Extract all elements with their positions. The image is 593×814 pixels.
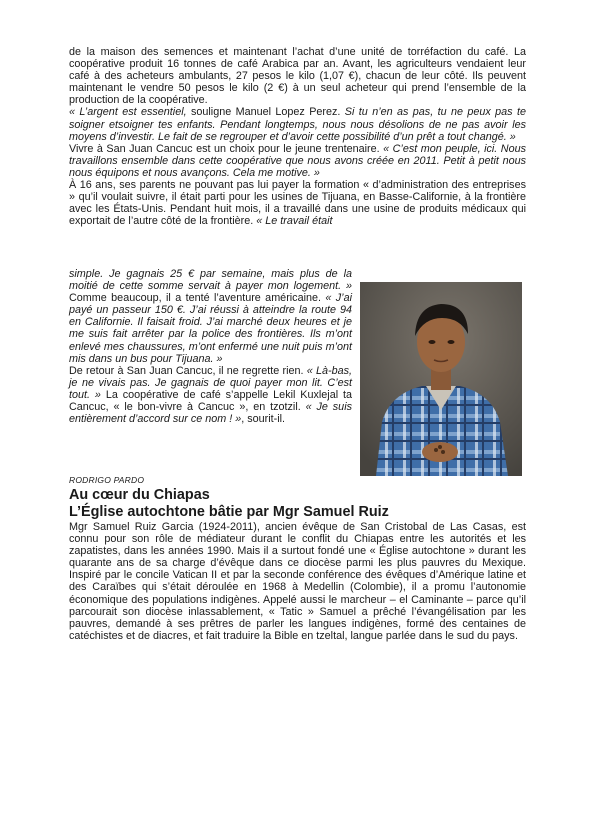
paragraph-tijuana: À 16 ans, ses parents ne pouvant pas lui payer la formation « d’administration des entreprises » qu’il voulait suivre, il était parti pour les usines de Tijuana, en Basse-Californie, à la frontière avec les États-Unis. Pendant huit mois, il a travaillé dans une usine de produits médicaux qui exportait de l’autre côté de la frontière. « Le travail était	[69, 179, 526, 228]
paragraph-samuel-ruiz: Mgr Samuel Ruiz Garcia (1924-2011), ancien évêque de San Cristobal de Las Casas, est connu pour son rôle de médiateur durant le conflit du Chiapas entre les autorités et les zapatistes, dans les années 1990. Mais il a surtout fondé une « Église autochtone » durant les quarante ans de sa charge d’évêque dans ce diocèse parmi les plus pauvres du Mexique. Inspiré par le concile Vatican II et par la seconde conférence des évêques d’Amérique latine et des Caraïbes qui s’était déroulée en 1968 à Medellin (Colombie), il a promu l’autonomie économique des populations indigènes. Appelé aussi le marcheur – el Caminante – parce qu’il parcourait son diocèse inlassablement, « Tatic » Samuel a prêché l’évangélisation par les pauvres, demandé à ses prêtres de parler les langues indigènes, formé des centaines de catéchistes et de diacres, et fait traduire la Bible en tzeltal, langue parlée dans le sud du pays.	[69, 521, 526, 642]
section-subheading: L’Église autochtone bâtie par Mgr Samuel Ruiz	[69, 504, 389, 520]
paragraph-cooperative: de la maison des semences et maintenant l’achat d’une unité de torréfaction du café. La coopérative produit 16 tonnes de café Arabica par an. Avant, les agriculteurs vendaient leur café à des acheteurs ambulants, 27 pesos le kilo (1,07 €), chacun de leur côté. Ils peuvent maintenant le vendre 50 pesos le kilo (2 €) à un seul acheteur qui prend l’ensemble de la production de la coopérative.	[69, 46, 526, 107]
article-wrapped-text	[69, 268, 352, 425]
section-heading: Au cœur du Chiapas	[69, 487, 210, 503]
paragraph-san-juan: Vivre à San Juan Cancuc est un choix pour le jeune trentenaire. « C’est mon peuple, ici. Nous travaillons ensemble dans cette coopérative que nous avons créée en 2011. Petit à petit nous nous équipons et nous avançons. Cela me motive. »	[69, 142, 526, 179]
portrait-photo	[360, 282, 522, 476]
paragraph-return: De retour à San Juan Cancuc, il ne regrette rien. « Là-bas, je ne vivais pas. Je gagnais de quoi payer mon lit. C’est tout. » La coopérative de café s’appelle Lekil Kuxlejal ta Cancuc, « le bon-vivre à Cancuc », en tzotzil. « Je suis entièrement d’accord sur ce nom ! », sourit-il.	[69, 364, 352, 426]
photo-credit: RODRIGO PARDO	[69, 475, 145, 485]
paragraph-work-simple: simple. Je gagnais 25 € par semaine, mais plus de la moitié de cette somme servait à payer mon logement. » Comme beaucoup, il a tenté l’aventure américaine. « J’ai payé un passeur 150 €. J’ai réussi à atteindre la route 94 en Californie. Il faisait froid. J’ai marché deux heures et je me suis fait arrêter par la police des frontières. Ils m’ont enlevé mes chaussures, m’ont enfermé une nuit puis m’ont mis dans un bus pour Tijuana. »	[69, 268, 352, 365]
paragraph-quote-money: « L’argent est essentiel, souligne Manuel Lopez Perez. Si tu n’en as pas, tu ne peux pas te soigner etsoigner tes enfants. Pendant longtemps, nous nous désolions de ne pas avoir les moyens d’investir. Le fait de se regrouper et d’avoir cette possibilité d’un prêt a tout changé. »	[69, 106, 526, 143]
article-top-text	[69, 46, 526, 227]
article-bottom-text	[69, 521, 526, 642]
